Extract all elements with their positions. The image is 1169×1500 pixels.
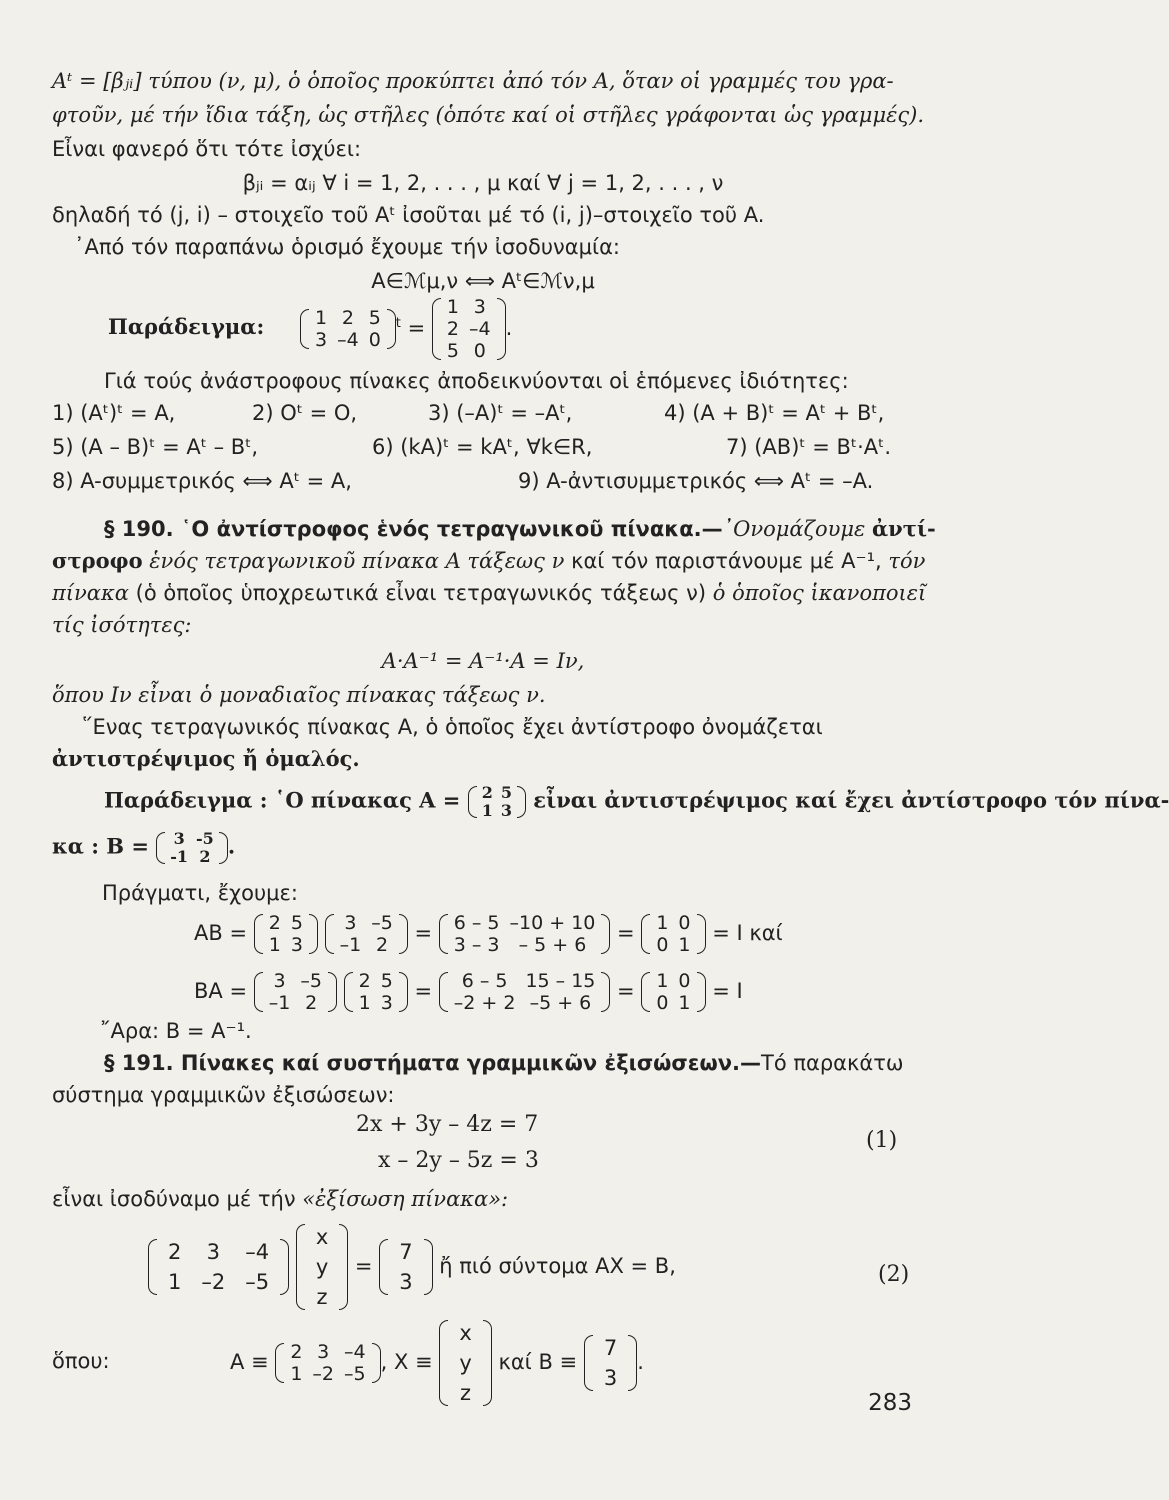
matrix-cell: 1 — [290, 1363, 303, 1385]
matrix-cell: –5 + 6 — [529, 992, 592, 1014]
intro-line-3: Εἶναι φανερό ὅτι τότε ἰσχύει: — [52, 137, 362, 161]
matrix-cell: 1 — [656, 912, 669, 934]
product-BA: BA = 3 –5 –1 2 2 5 1 3 = 6 – 5 15 – 15 –2 + 2 –5 + 6 = 1 0 0 1 = I — [194, 970, 743, 1014]
where-label: ὅπου: — [52, 1349, 110, 1373]
matrix-cell: 2 — [305, 992, 318, 1014]
matrix-variables — [296, 1222, 348, 1312]
equation-number-1: (1) — [866, 1128, 898, 1153]
matrix-cell: 0 — [368, 329, 381, 351]
matrix-B — [156, 830, 228, 866]
matrix-cell: x — [315, 1225, 329, 1249]
matrix-cell: y — [315, 1255, 329, 1279]
intro-line-5: ᾿Από τόν παραπάνω ὁρισμό ἔχουμε τήν ἰσοδυναμία: — [74, 235, 620, 259]
example-2-line-1: Παράδειγμα : ῾Ο πίνακας A = 2 5 1 3 εἶναι ἀντιστρέψιμος καί ἔχει ἀντίστροφο τόν πίνα- — [104, 783, 1169, 820]
example-2-conclusion: ῎Αρα: B = A⁻¹. — [100, 1019, 252, 1043]
section-190-heading: § 190. ῾Ο ἀντίστροφος ἑνός τετραγωνικοῦ πίνακα.— — [104, 517, 723, 541]
matrix-cell: –4 — [337, 329, 359, 351]
matrix-cell: –1 — [268, 992, 291, 1014]
formula-equivalence: A∈ℳμ,ν ⟺ Aᵗ∈ℳν,μ — [371, 269, 595, 293]
matrix-cell: 2 — [268, 912, 281, 934]
matrix-example-1-right — [432, 296, 506, 362]
system-equation-1: 2x + 3y – 4z = 7 — [356, 1112, 539, 1137]
matrix-cell: 0 — [678, 970, 691, 992]
matrix-BA-2 — [344, 970, 408, 1014]
matrix-cell: 3 — [317, 1341, 330, 1363]
property-6: 6) (kA)ᵗ = kAᵗ, ∀k∈R, — [372, 435, 593, 459]
matrix-cell: 1 — [678, 934, 691, 956]
intro-line-2: φτοῦν, μέ τήν ἴδια τάξη, ὡς στῆλες (ὁπότε καί οἱ στῆλες γράφονται ὡς γραμμές). — [52, 103, 924, 127]
matrix-cell: 2 — [446, 318, 459, 340]
matrix-cell: 5 — [500, 783, 512, 802]
matrix-cell: 0 — [678, 912, 691, 934]
matrix-def-A — [275, 1341, 380, 1385]
matrix-cell: –5 — [344, 1363, 366, 1385]
matrix-cell: 3 — [206, 1240, 220, 1264]
matrix-cell: 6 – 5 — [453, 912, 500, 934]
example-2-line-2: κα : B = 3 -5 -1 2 . — [52, 829, 236, 866]
matrix-cell: –1 — [339, 934, 362, 956]
matrix-cell: 2 — [168, 1240, 182, 1264]
matrix-BA-1 — [254, 970, 337, 1014]
matrix-cell: 1 — [168, 1270, 182, 1294]
matrix-AB-4 — [641, 912, 705, 956]
matrix-cell: x — [459, 1321, 472, 1345]
matrix-cell: –4 — [468, 318, 491, 340]
matrix-AB-2 — [325, 912, 408, 956]
matrix-cell: 1 — [481, 801, 493, 820]
matrix-cell: 3 — [290, 934, 303, 956]
matrix-cell: 2 — [199, 847, 211, 866]
matrix-cell: 0 — [473, 340, 486, 362]
matrix-equation: 2 3 –4 1 –2 –5 x y z = 7 3 ἤ πιό σύντομα AX = B, — [148, 1222, 676, 1312]
matrix-cell: 3 — [173, 829, 185, 848]
matrix-cell: –10 + 10 — [509, 912, 596, 934]
matrix-cell: – 5 + 6 — [518, 934, 587, 956]
matrix-def-B — [584, 1333, 637, 1393]
matrix-cell: 6 – 5 — [461, 970, 508, 992]
example-1-label: Παράδειγμα: — [108, 314, 265, 339]
property-1: 1) (Aᵗ)ᵗ = A, — [52, 401, 176, 425]
matrix-cell: 0 — [656, 934, 669, 956]
matrix-cell: 5 — [446, 340, 459, 362]
page-number: 283 — [868, 1390, 912, 1416]
matrix-cell: –5 — [371, 912, 393, 934]
matrix-constants — [379, 1237, 432, 1297]
matrix-cell: 2 — [290, 1341, 303, 1363]
section-190-line-2: στροφο ἑνός τετραγωνικοῦ πίνακα A τάξεως ν καί τόν παριστάνουμε μέ A⁻¹, τόν — [52, 548, 926, 573]
matrix-cell: -5 — [196, 829, 214, 848]
matrix-cell: –2 + 2 — [453, 992, 516, 1014]
matrix-coefficients — [148, 1237, 289, 1297]
property-3: 3) (–A)ᵗ = –Aᵗ, — [428, 401, 573, 425]
product-AB: AB = 2 5 1 3 3 –5 –1 2 = 6 – 5 –10 + 10 3 – 3 – 5 + 6 = 1 0 0 1 = I καί — [194, 912, 783, 956]
matrix-cell: 3 — [273, 970, 286, 992]
matrix-cell: y — [459, 1351, 472, 1375]
matrix-cell: 1 — [446, 296, 459, 318]
matrix-cell: 2 — [481, 783, 493, 802]
matrix-cell: 7 — [603, 1336, 618, 1360]
property-2: 2) Oᵗ = O, — [252, 401, 358, 425]
matrix-def-X — [439, 1318, 491, 1408]
section-191-heading: § 191. Πίνακες καί συστήματα γραμμικῶν ἐξισώσεων.— — [104, 1051, 761, 1075]
matrix-cell: 5 — [290, 912, 303, 934]
matrix-cell: 2 — [341, 307, 354, 329]
matrix-cell: -1 — [170, 847, 189, 866]
matrix-cell: 1 — [656, 970, 669, 992]
matrix-example-1-left — [300, 307, 396, 351]
section-191-line-3: εἶναι ἰσοδύναμο μέ τήν «ἐξίσωση πίνακα»: — [52, 1187, 509, 1211]
property-5: 5) (A – B)ᵗ = Aᵗ – Bᵗ, — [52, 435, 259, 459]
properties-intro: Γιά τούς ἀνάστροφους πίνακες ἀποδεικνύονται οἱ ἑπόμενες ἰδιότητες: — [104, 369, 849, 393]
section-191-line-2: σύστημα γραμμικῶν ἐξισώσεων: — [52, 1083, 395, 1107]
example-1-formula: 1 2 5 3 –4 0 $^t$ = 1 3 2 –4 5 0 . — [300, 296, 512, 362]
matrix-cell: 3 — [380, 992, 393, 1014]
matrix-cell: 2 — [375, 934, 389, 956]
matrix-cell: 2 — [358, 970, 371, 992]
matrix-cell: 1 — [315, 307, 328, 329]
matrix-cell: –5 — [245, 1270, 270, 1294]
matrix-cell: 3 — [500, 801, 512, 820]
section-191-line-1: § 191. Πίνακες καί συστήματα γραμμικῶν ἐξισώσεων.—Τό παρακάτω — [104, 1051, 904, 1075]
section-190-line-1: § 190. ῾Ο ἀντίστροφος ἑνός τετραγωνικοῦ πίνακα.—᾿Ονομάζουμε ἀντί- — [104, 516, 936, 541]
matrix-BA-4 — [641, 970, 705, 1014]
section-190-line-5: ὅπου Iν εἶναι ὁ μοναδιαῖος πίνακας τάξεως ν. — [52, 683, 546, 707]
matrix-cell: 3 — [473, 296, 486, 318]
section-190-line-7: ἀντιστρέψιμος ἤ ὁμαλός. — [52, 746, 360, 771]
example-2-indeed: Πράγματι, ἔχουμε: — [102, 881, 298, 905]
property-8: 8) A-συμμετρικός ⟺ Aᵗ = A, — [52, 469, 352, 493]
matrix-cell: –5 — [300, 970, 322, 992]
matrix-cell: –2 — [201, 1270, 226, 1294]
definitions-A-X-B: A ≡ 2 3 –4 1 –2 –5 , X ≡ x y z καί B ≡ 7 3 . — [230, 1318, 644, 1408]
matrix-cell: 3 — [315, 329, 328, 351]
property-9: 9) A-ἀντισυμμετρικός ⟺ Aᵗ = –A. — [518, 469, 874, 493]
formula-inverse: A·A⁻¹ = A⁻¹·A = Iν, — [381, 649, 585, 673]
matrix-cell: 3 — [603, 1366, 618, 1390]
matrix-cell: 7 — [399, 1240, 413, 1264]
matrix-AB-1 — [254, 912, 318, 956]
matrix-cell: 1 — [678, 992, 691, 1014]
matrix-cell: –2 — [312, 1363, 335, 1385]
matrix-AB-3 — [439, 912, 611, 956]
matrix-cell: 5 — [380, 970, 393, 992]
matrix-cell: z — [316, 1285, 328, 1309]
matrix-cell: 15 – 15 — [525, 970, 596, 992]
system-equation-2: x – 2y – 5z = 3 — [378, 1148, 539, 1173]
equation-number-2: (2) — [878, 1262, 910, 1287]
matrix-cell: 3 — [344, 912, 357, 934]
matrix-BA-3 — [439, 970, 611, 1014]
section-190-line-3: πίνακα (ὁ ὁποῖος ὑποχρεωτικά εἶναι τετραγωνικός τάξεως ν) ὁ ὁποῖος ἱκανοποιεῖ — [52, 581, 927, 605]
intro-line-1: Aᵗ = [βⱼᵢ] τύπου (ν, μ), ὁ ὁποῖος προκύπτει ἀπό τόν A, ὅταν οἱ γραμμές του γρα- — [52, 69, 894, 93]
intro-line-4: δηλαδή τό (j, i) – στοιχεῖο τοῦ Aᵗ ἰσοῦται μέ τό (i, j)–στοιχεῖο τοῦ A. — [52, 203, 765, 227]
section-190-line-6: ῞Ενας τετραγωνικός πίνακας A, ὁ ὁποῖος ἔχει ἀντίστροφο ὀνομάζεται — [82, 715, 823, 739]
matrix-cell: 3 — [399, 1270, 413, 1294]
property-4: 4) (A + B)ᵗ = Aᵗ + Bᵗ, — [664, 401, 885, 425]
matrix-cell: 1 — [268, 934, 281, 956]
matrix-cell: 3 – 3 — [453, 934, 500, 956]
property-7: 7) (AB)ᵗ = Bᵗ·Aᵗ. — [726, 435, 892, 459]
matrix-cell: 5 — [368, 307, 381, 329]
formula-beta-alpha: βⱼᵢ = αᵢⱼ ∀ i = 1, 2, . . . , μ καί ∀ j = 1, 2, . . . , ν — [242, 171, 724, 195]
matrix-cell: –4 — [245, 1240, 270, 1264]
matrix-A — [468, 784, 526, 820]
matrix-cell: 1 — [358, 992, 371, 1014]
matrix-cell: 0 — [656, 992, 669, 1014]
section-190-line-4: τίς ἰσότητες: — [52, 613, 192, 637]
matrix-cell: –4 — [344, 1341, 366, 1363]
matrix-cell: z — [460, 1381, 472, 1405]
